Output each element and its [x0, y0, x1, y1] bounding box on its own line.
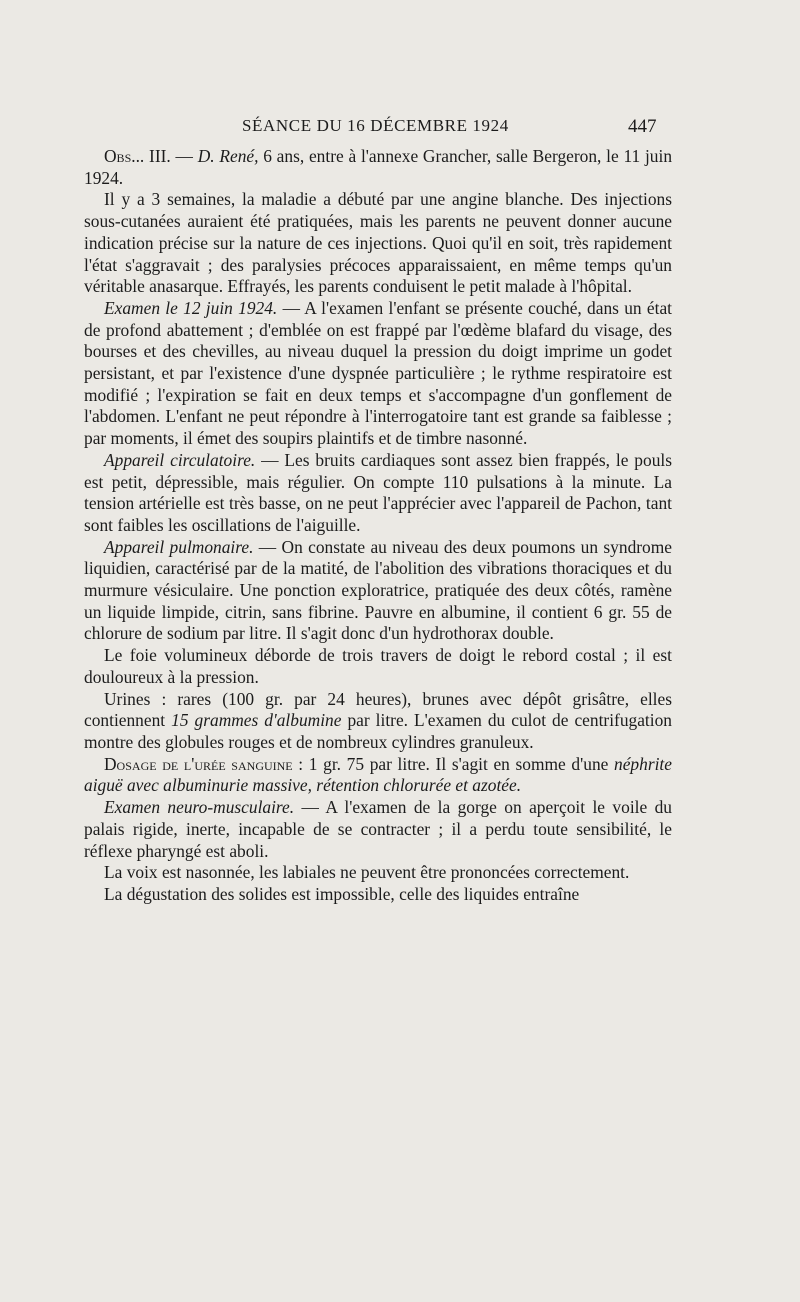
paragraph-examen — [84, 298, 672, 450]
paragraph-pulmonaire — [84, 537, 672, 646]
page-number: 447 — [628, 116, 657, 137]
pulmonaire-text: — On constate au niveau des deux poumons un syndrome liquidien, caractérisé par de la matité, de l'abolition des vibrations thoraciques et du murmure vésiculaire. Une ponction exploratrice, pratiquée des deux côtés, ramène un liquide limpide, citrin, sans fibrine. Pauvre en albumine, il contient 6 gr. 55 de chlorure de sodium par litre. Il s'agit donc d'un hydrothorax double. — [84, 536, 672, 644]
circulatoire-label: Appareil circulatoire. — [104, 449, 256, 470]
examen-text: — A l'examen l'enfant se présente couché, dans un état de profond abattement ; d'emblée on est frappé par l'œdème blafard du visage, des bourses et des chevilles, au niveau duquel la pression du doigt imprime un godet persistant, et par l'existence d'une dyspnée particulière ; le rythme respiratoire est modifié ; l'expiration se fait en deux temps et s'accompagne d'un gonflement de l'abdomen. L'enfant ne peut répondre à l'interrogatoire tant est grande sa faiblesse ; par moments, il émet des soupirs plaintifs et de timbre nasonné. — [84, 297, 672, 449]
paragraph-voix — [84, 862, 672, 884]
running-head-title: SÉANCE DU 16 DÉCEMBRE 1924 — [242, 116, 509, 135]
paragraph-foie — [84, 645, 672, 688]
voix-text: La voix est nasonnée, les labiales ne peuvent être prononcées correctement. — [104, 862, 630, 883]
history-text: Il y a 3 semaines, la maladie a débuté par une angine blanche. Des injections sous-cutanées auraient été pratiquées, mais les parents ne peuvent donner aucune indication précise sur la nature de ces injections. Quoi qu'il en soit, très rapidement l'état s'aggravait ; des paralysies précoces apparaissaient, en même temps qu'un véritable anasarque. Effrayés, les parents conduisent le petit malade à l'hôpital. — [84, 189, 672, 297]
dosage-label: Dosage de l'urée sanguine : — [104, 753, 304, 774]
foie-text: Le foie volumineux déborde de trois travers de doigt le rebord costal ; il est douloureux à la pression. — [84, 645, 672, 687]
neuro-label: Examen neuro-musculaire. — [104, 797, 295, 818]
observation-dash: — — [170, 146, 198, 166]
urines-text-a: Urines : rares (100 gr. par 24 heures), brunes avec dépôt grisâtre, elles contiennent — [84, 688, 672, 731]
dosage-italic: néphrite aiguë avec albuminurie massive, rétention chlorurée et azotée. — [84, 753, 672, 796]
running-head — [0, 116, 800, 140]
examen-label: Examen le 12 juin 1924. — [104, 297, 278, 318]
paragraph-dosage — [84, 754, 672, 797]
circulatoire-text: — Les bruits cardiaques sont assez bien frappés, le pouls est petit, dépressible, mais régulier. On compte 110 pulsations à la minute. La tension artérielle est très basse, on ne peut l'apprécier avec l'appareil de Pachon, tant sont faibles les oscillations de l'aiguille. — [84, 449, 672, 535]
degustation-text: La dégustation des solides est impossible, celle des liquides entraîne — [104, 883, 580, 904]
paragraph-history — [84, 189, 672, 298]
paragraph-observation — [84, 146, 672, 189]
paragraph-circulatoire — [84, 450, 672, 537]
observation-text: 6 ans, entre à l'annexe Grancher, salle Bergeron, le 11 juin 1924. — [84, 146, 673, 188]
neuro-text: — A l'examen de la gorge on aperçoit le voile du palais rigide, inerte, incapable de se contracter ; il a perdu toute sensibilité, le réflexe pharyngé est aboli. — [84, 797, 673, 861]
paragraph-degustation — [84, 884, 672, 906]
paragraph-neuro — [84, 797, 672, 862]
patient-name: D. René, — [197, 146, 259, 166]
urines-italic: 15 grammes d'albumine — [171, 710, 342, 731]
urines-text-b: par litre. L'examen du culot de centrifugation montre des globules rouges et de nombreux cylindres granuleux. — [84, 710, 672, 752]
dosage-text: 1 gr. 75 par litre. Il s'agit en somme d'une — [303, 753, 615, 774]
observation-label: Obs... III. — [104, 146, 171, 166]
body-text — [84, 146, 672, 906]
pulmonaire-label: Appareil pulmonaire. — [104, 536, 254, 557]
paragraph-urines — [84, 689, 672, 754]
